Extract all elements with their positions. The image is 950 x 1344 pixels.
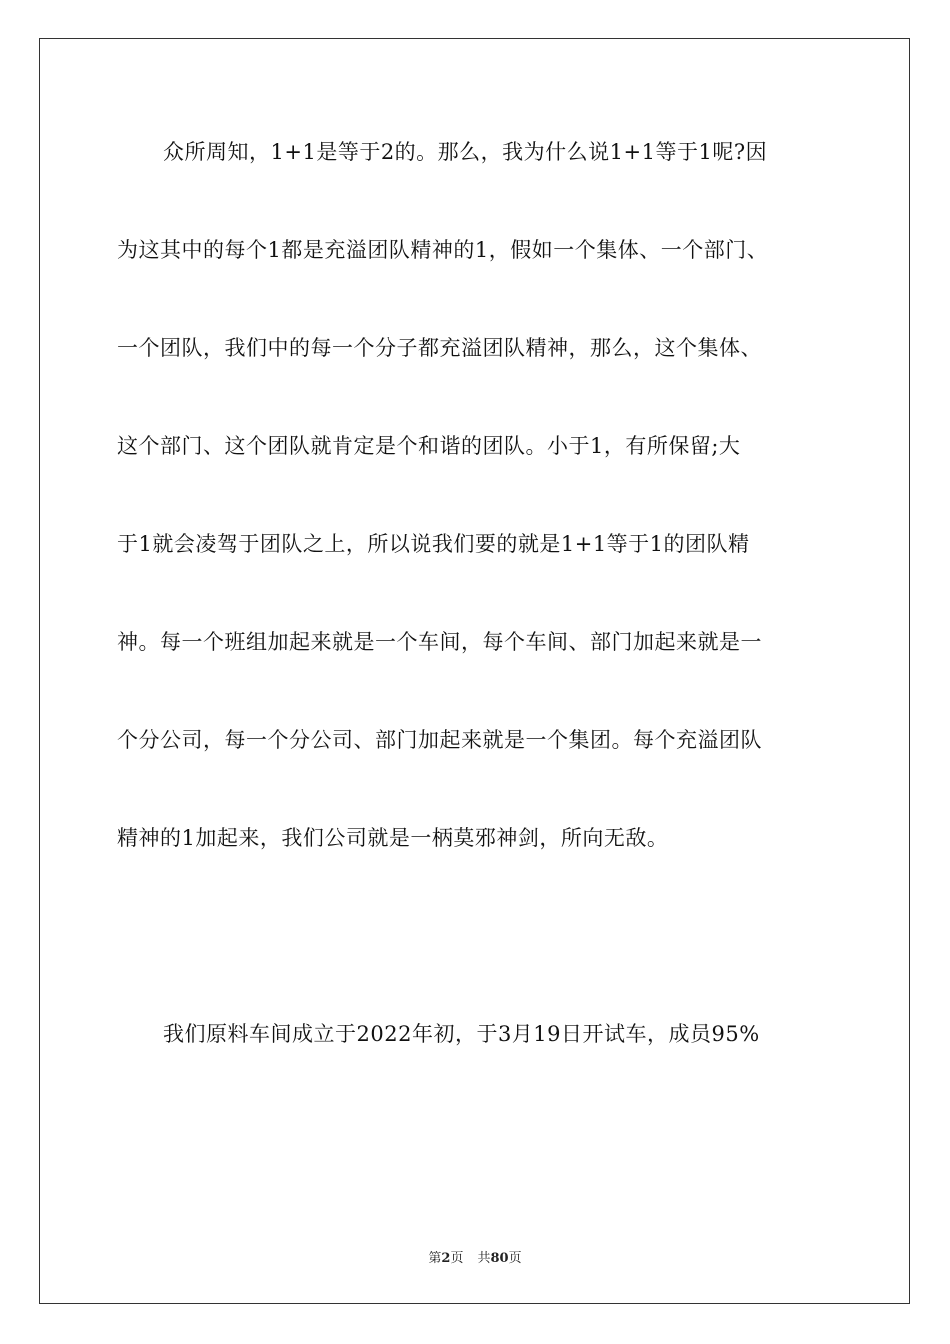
- text-line: 精神的1加起来，我们公司就是一柄莫邪神剑，所向无敌。: [117, 826, 669, 850]
- paragraph-gap: [117, 910, 835, 1008]
- text-line: 为这其中的每个1都是充溢团队精神的1，假如一个集体、一个部门、: [117, 238, 769, 262]
- text-line: 这个部门、这个团队就肯定是个和谐的团队。小于1，有所保留;大: [117, 434, 741, 458]
- text-line: 一个团队，我们中的每一个分子都充溢团队精神，那么，这个集体、: [117, 336, 762, 360]
- total-pages: 80: [490, 1251, 509, 1266]
- page-footer: [0, 1247, 950, 1266]
- page-suffix: 页: [450, 1251, 464, 1266]
- text-line: 众所周知，1+1是等于2的。那么，我为什么说1+1等于1呢?因: [163, 140, 768, 164]
- text-line: 神。每一个班组加起来就是一个车间，每个车间、部门加起来就是一: [117, 630, 762, 654]
- total-suffix: 页: [508, 1251, 522, 1266]
- text-line: 于1就会凌驾于团队之上，所以说我们要的就是1+1等于1的团队精: [117, 532, 750, 556]
- text-line: 个分公司，每一个分公司、部门加起来就是一个集团。每个充溢团队: [117, 728, 762, 752]
- total-prefix: 共: [477, 1251, 491, 1266]
- paragraph-2: [117, 1008, 835, 1106]
- document-body: [117, 126, 835, 1106]
- paragraph-1: [117, 126, 835, 910]
- page-prefix: 第: [428, 1251, 442, 1266]
- text-line: 我们原料车间成立于2022年初，于3月19日开试车，成员95%: [163, 1022, 760, 1046]
- page-number: 2: [441, 1251, 451, 1266]
